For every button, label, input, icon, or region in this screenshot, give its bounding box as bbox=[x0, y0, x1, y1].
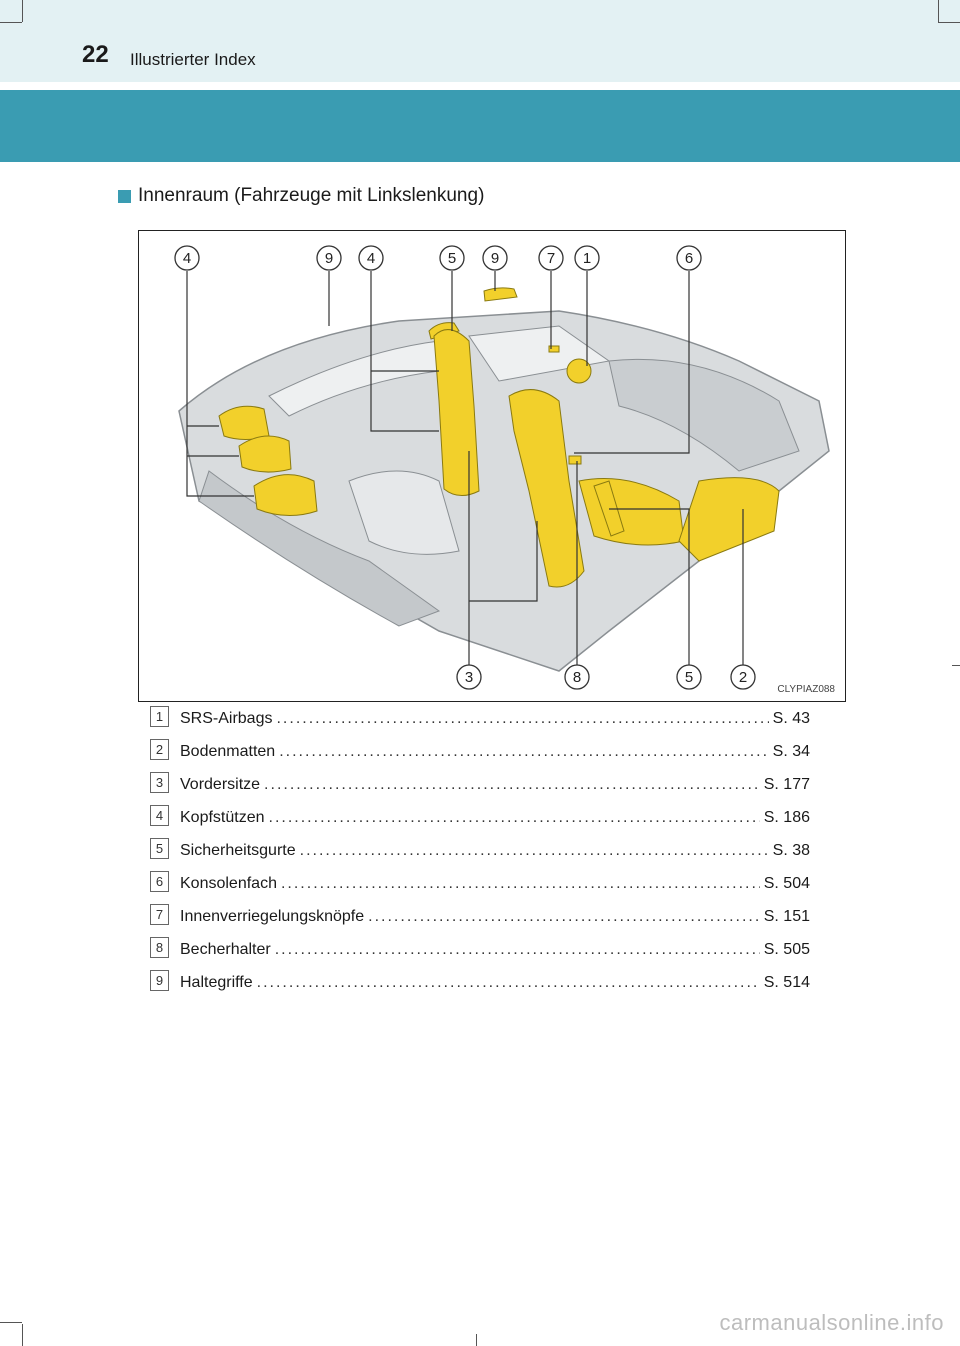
section-title: Innenraum (Fahrzeuge mit Linkslenkung) bbox=[138, 185, 485, 206]
index-label: Innenverriegelungsknöpfe bbox=[180, 908, 365, 925]
index-row bbox=[150, 966, 810, 999]
figure-code: CLYPIAZ088 bbox=[777, 684, 835, 695]
callout-top-2: 9 bbox=[324, 250, 334, 267]
crop-mark bbox=[0, 1322, 22, 1323]
callout-top-6: 7 bbox=[546, 250, 556, 267]
index-row bbox=[150, 834, 810, 867]
callout-bottom-3: 5 bbox=[684, 669, 694, 686]
crop-mark bbox=[22, 0, 23, 22]
crop-mark bbox=[22, 1324, 23, 1346]
index-label: Becherhalter bbox=[180, 941, 271, 958]
rear-headrest-3 bbox=[254, 475, 317, 516]
index-number: 2 bbox=[150, 739, 169, 760]
page-number: 22 bbox=[82, 41, 109, 68]
crop-mark bbox=[476, 1334, 477, 1346]
interior-illustration bbox=[138, 230, 846, 702]
index-number: 1 bbox=[150, 706, 169, 727]
index-list bbox=[150, 702, 810, 999]
crop-mark bbox=[938, 22, 960, 23]
crop-mark bbox=[0, 22, 22, 23]
page-reference: S. 514 bbox=[763, 974, 810, 991]
index-label: Vordersitze bbox=[180, 776, 261, 793]
callout-top-5: 9 bbox=[490, 250, 500, 267]
grab-handle-front bbox=[484, 288, 517, 301]
page-reference: S. 177 bbox=[763, 776, 810, 793]
page-reference: S. 504 bbox=[763, 875, 810, 892]
callout-bottom-2: 8 bbox=[572, 669, 582, 686]
index-number: 6 bbox=[150, 871, 169, 892]
index-row bbox=[150, 702, 810, 735]
page-reference: S. 38 bbox=[772, 842, 810, 859]
callout-top-4: 5 bbox=[447, 250, 457, 267]
watermark: carmanualsonline.info bbox=[719, 1310, 944, 1335]
teal-band bbox=[0, 90, 960, 162]
index-number: 7 bbox=[150, 904, 169, 925]
index-row bbox=[150, 735, 810, 768]
index-label: Bodenmatten bbox=[180, 743, 276, 760]
page-reference: S. 505 bbox=[763, 941, 810, 958]
callout-top-7: 1 bbox=[582, 250, 592, 267]
index-number: 8 bbox=[150, 937, 169, 958]
page-reference: S. 151 bbox=[763, 908, 810, 925]
index-label: Konsolenfach bbox=[180, 875, 277, 892]
callout-bottom-4: 2 bbox=[738, 669, 748, 686]
index-number: 5 bbox=[150, 838, 169, 859]
index-row bbox=[150, 867, 810, 900]
callout-bottom-1: 3 bbox=[464, 669, 474, 686]
callout-top-3: 4 bbox=[366, 250, 376, 267]
index-number: 3 bbox=[150, 772, 169, 793]
index-label: SRS-Airbags bbox=[180, 710, 273, 727]
index-row bbox=[150, 768, 810, 801]
section-square-icon bbox=[118, 190, 131, 203]
index-row bbox=[150, 933, 810, 966]
index-label: Kopfstützen bbox=[180, 809, 265, 826]
car-interior-drawing bbox=[139, 231, 845, 701]
index-label: Sicherheitsgurte bbox=[180, 842, 296, 859]
crop-mark bbox=[938, 0, 939, 22]
callout-top-8: 6 bbox=[684, 250, 694, 267]
cup-holder bbox=[569, 456, 581, 464]
index-number: 4 bbox=[150, 805, 169, 826]
chapter-title: Illustrierter Index bbox=[130, 50, 256, 69]
index-row bbox=[150, 900, 810, 933]
callout-top-1: 4 bbox=[182, 250, 192, 267]
rear-headrest-2 bbox=[239, 436, 291, 472]
page-reference: S. 34 bbox=[772, 743, 810, 760]
crop-mark bbox=[952, 665, 960, 666]
rear-headrest-1 bbox=[219, 406, 269, 439]
index-label: Haltegriffe bbox=[180, 974, 253, 991]
index-row bbox=[150, 801, 810, 834]
index-number: 9 bbox=[150, 970, 169, 991]
page-reference: S. 186 bbox=[763, 809, 810, 826]
section-heading bbox=[118, 183, 484, 209]
page-reference: S. 43 bbox=[772, 710, 810, 727]
